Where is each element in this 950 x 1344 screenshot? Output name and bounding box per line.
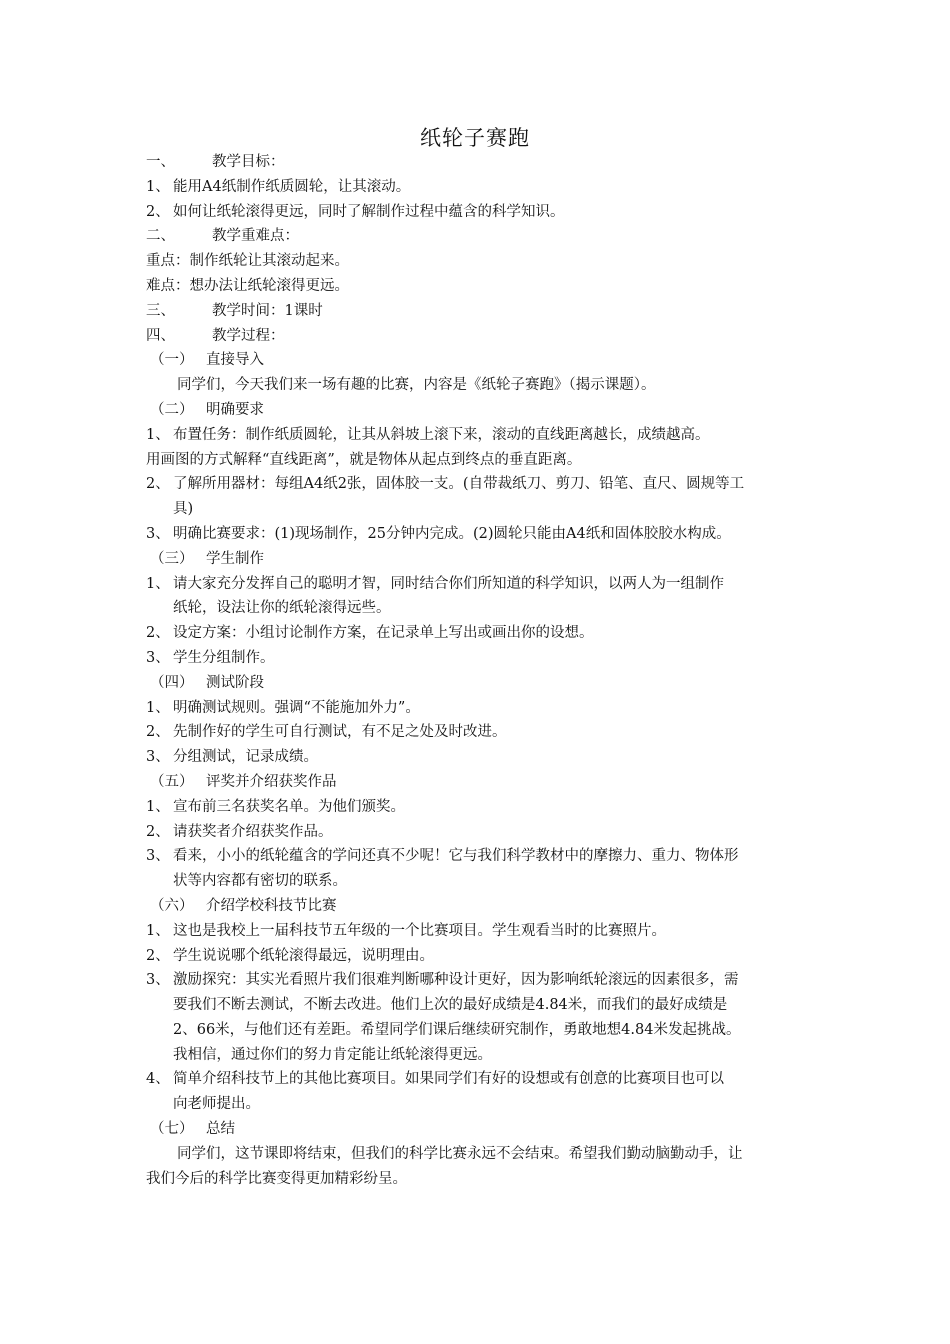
- line-text: 看来，小小的纸轮蕴含的学问还真不少呢！它与我们科学教材中的摩擦力、重力、物体形: [173, 848, 739, 865]
- line-text: 学生分组制作。: [173, 649, 275, 666]
- document-body: [146, 150, 810, 1191]
- line-text: 布置任务：制作纸质圆轮，让其从斜坡上滚下来，滚动的直线距离越长，成绩越高。: [173, 426, 710, 443]
- document-line-hang: [146, 993, 810, 1018]
- document-line-num: [146, 472, 810, 497]
- line-label: 3、: [146, 848, 170, 865]
- document-line-num: [146, 423, 810, 448]
- line-text: 介绍学校科技节比赛: [206, 897, 337, 914]
- document-line-num: [146, 968, 810, 993]
- line-text: 直接导入: [206, 352, 264, 369]
- line-text: 请大家充分发挥自己的聪明才智，同时结合你们所知道的科学知识，以两人为一组制作: [173, 575, 724, 592]
- line-text: 了解所用器材：每组A4纸2张，固体胶一支。(自带裁纸刀、剪刀、铅笔、直尺、圆规等工: [173, 476, 745, 493]
- document-line-num: [146, 696, 810, 721]
- document-line-num: [146, 621, 810, 646]
- line-text: 重点：制作纸轮让其滚动起来。: [146, 253, 349, 270]
- document-line-num: [146, 720, 810, 745]
- document-line-plain: [146, 448, 810, 473]
- document-line-para: [146, 373, 810, 398]
- document-line-hang: [146, 1092, 810, 1117]
- document-line-hang: [146, 869, 810, 894]
- line-text: 难点：想办法让纸轮滚得更远。: [146, 277, 349, 294]
- line-text: 宣布前三名获奖名单。为他们颁奖。: [173, 798, 405, 815]
- line-label: 3、: [146, 972, 170, 989]
- line-label: 1、: [146, 178, 170, 195]
- line-text: 向老师提出。: [173, 1096, 260, 1113]
- document-title: 纸轮子赛跑: [420, 126, 530, 150]
- line-label: 1、: [146, 922, 170, 939]
- document-line-para: [146, 1142, 810, 1167]
- line-text: 总结: [206, 1121, 235, 1138]
- document-line-num: [146, 844, 810, 869]
- line-text: 纸轮，设法让你的纸轮滚得远些。: [173, 600, 391, 617]
- line-text: 同学们，这节课即将结束，但我们的科学比赛永远不会结束。希望我们勤动脑勤动手，让: [177, 1145, 743, 1162]
- line-text: 2、66米，与他们还有差距。希望同学们课后继续研究制作，勇敢地想4.84米发起挑战。: [173, 1021, 741, 1038]
- document-line-num: [146, 175, 810, 200]
- line-text: 具): [173, 501, 194, 518]
- line-text: 用画图的方式解释“直线距离”，就是物体从起点到终点的垂直距离。: [146, 451, 582, 468]
- line-text: 教学重难点：: [212, 228, 299, 245]
- line-label: 3、: [146, 649, 170, 666]
- line-text: 如何让纸轮滚得更远，同时了解制作过程中蕴含的科学知识。: [173, 203, 565, 220]
- line-text: 设定方案：小组讨论制作方案，在记录单上写出或画出你的设想。: [173, 625, 594, 642]
- document-line-hang: [146, 1043, 810, 1068]
- document-line-num: [146, 572, 810, 597]
- document-line-paren: [146, 894, 810, 919]
- line-label: 2、: [146, 823, 170, 840]
- line-label: 2、: [146, 625, 170, 642]
- line-label: 1、: [146, 798, 170, 815]
- line-label: 1、: [146, 426, 170, 443]
- line-label: （二）: [150, 401, 194, 418]
- line-label: 二、: [146, 228, 175, 245]
- line-text: 明确比赛要求：(1)现场制作，25分钟内完成。(2)圆轮只能由A4纸和固体胶胶水构成。: [173, 525, 731, 542]
- line-text: 明确要求: [206, 401, 264, 418]
- line-label: （四）: [150, 674, 194, 691]
- document-line-num: [146, 820, 810, 845]
- line-label: （三）: [150, 550, 194, 567]
- line-text: 学生说说哪个纸轮滚得最远，说明理由。: [173, 947, 434, 964]
- line-label: 3、: [146, 749, 170, 766]
- line-text: 先制作好的学生可自行测试，有不足之处及时改进。: [173, 724, 507, 741]
- line-text: 教学目标：: [212, 154, 285, 170]
- document-line-num: [146, 795, 810, 820]
- line-text: 测试阶段: [206, 674, 264, 691]
- line-text: 教学过程：: [212, 327, 285, 344]
- document-line-num: [146, 944, 810, 969]
- line-label: （五）: [150, 773, 194, 790]
- document-line-plain: [146, 1167, 810, 1192]
- document-line-num: [146, 646, 810, 671]
- line-text: 这也是我校上一届科技节五年级的一个比赛项目。学生观看当时的比赛照片。: [173, 922, 666, 939]
- line-label: 2、: [146, 203, 170, 220]
- line-label: 3、: [146, 525, 170, 542]
- document-line-paren: [146, 348, 810, 373]
- document-line-roman: [146, 150, 810, 175]
- document-line-hang: [146, 1018, 810, 1043]
- document-line-num: [146, 1067, 810, 1092]
- line-label: 三、: [146, 302, 175, 319]
- line-label: 1、: [146, 699, 170, 716]
- document-line-plain: [146, 249, 810, 274]
- document-line-paren: [146, 1117, 810, 1142]
- line-label: （六）: [150, 897, 194, 914]
- document-line-num: [146, 745, 810, 770]
- line-label: （一）: [150, 352, 194, 369]
- document-line-num: [146, 522, 810, 547]
- line-text: 简单介绍科技节上的其他比赛项目。如果同学们有好的设想或有创意的比赛项目也可以: [173, 1071, 724, 1088]
- document-line-paren: [146, 547, 810, 572]
- line-label: 2、: [146, 476, 170, 493]
- line-text: 激励探究：其实光看照片我们很难判断哪种设计更好，因为影响纸轮滚远的因素很多，需: [173, 972, 739, 989]
- document-line-plain: [146, 274, 810, 299]
- document-line-roman: [146, 324, 810, 349]
- line-text: 学生制作: [206, 550, 264, 567]
- line-text: 我相信，通过你们的努力肯定能让纸轮滚得更远。: [173, 1046, 492, 1063]
- document-line-roman: [146, 224, 810, 249]
- line-label: 1、: [146, 575, 170, 592]
- document-line-paren: [146, 398, 810, 423]
- line-text: 我们今后的科学比赛变得更加精彩纷呈。: [146, 1170, 407, 1187]
- line-label: 2、: [146, 724, 170, 741]
- document-line-paren: [146, 770, 810, 795]
- document-line-num: [146, 200, 810, 225]
- line-text: 教学时间：1课时: [212, 302, 323, 319]
- line-text: 要我们不断去测试，不断去改进。他们上次的最好成绩是4.84米，而我们的最好成绩是: [173, 997, 728, 1014]
- document-line-roman: [146, 299, 810, 324]
- line-text: 能用A4纸制作纸质圆轮，让其滚动。: [173, 178, 411, 195]
- line-text: 分组测试，记录成绩。: [173, 749, 318, 766]
- document-line-paren: [146, 671, 810, 696]
- line-label: 4、: [146, 1071, 170, 1088]
- document-line-hang: [146, 497, 810, 522]
- line-text: 请获奖者介绍获奖作品。: [173, 823, 333, 840]
- line-text: 明确测试规则。强调“不能施加外力”。: [173, 699, 420, 716]
- line-text: 状等内容都有密切的联系。: [173, 873, 347, 890]
- line-text: 评奖并介绍获奖作品: [206, 773, 337, 790]
- line-label: （七）: [150, 1121, 194, 1138]
- line-label: 一、: [146, 154, 175, 170]
- line-label: 四、: [146, 327, 175, 344]
- document-line-num: [146, 919, 810, 944]
- document-line-hang: [146, 596, 810, 621]
- line-label: 2、: [146, 947, 170, 964]
- line-text: 同学们，今天我们来一场有趣的比赛，内容是《纸轮子赛跑》（揭示课题）。: [177, 377, 656, 394]
